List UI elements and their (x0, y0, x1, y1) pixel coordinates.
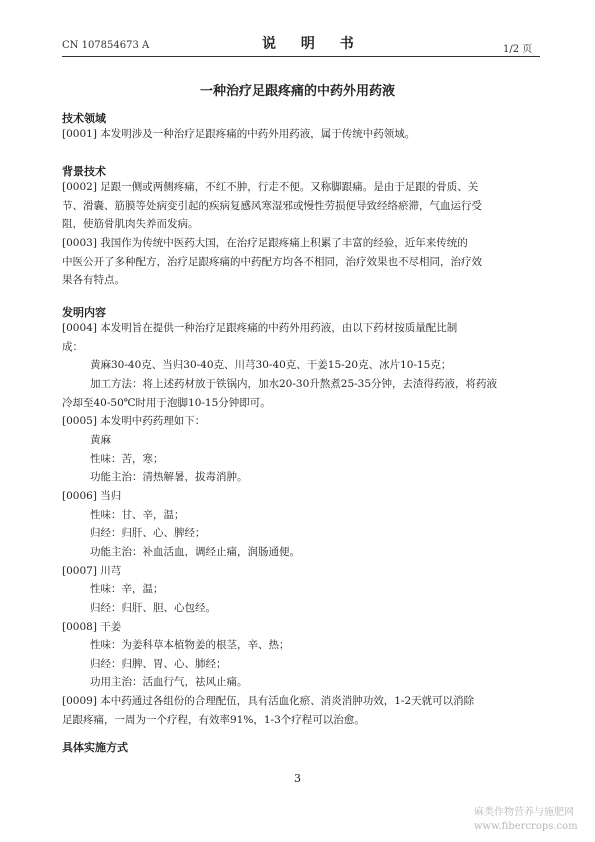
header-title: 说 明 书 (262, 36, 364, 52)
processing-method: 加工方法：将上述药材放于铁锅内，加水20-30升熬煮25-35分钟，去渣得药液，将药液 (90, 378, 498, 390)
paragraph-0001: [0001] 本发明涉及一种治疗足跟疼痛的中药外用药液，属于传统中药领域。 (62, 128, 416, 140)
herb-function: 功用主治：活血行气，祛风止痛。 (90, 676, 248, 688)
paragraph-0003-line: 果各有特点。 (62, 274, 125, 286)
section-heading-tech-field: 技术领域 (62, 112, 106, 125)
paragraph-0004-line: [0004] 本发明旨在提供一种治疗足跟疼痛的中药外用药液，由以下药材按质量配比制 (62, 322, 458, 334)
paragraph-0002-line: [0002] 足跟一侧或两侧疼痛，不红不肿，行走不便。又称脚跟痛。是由于足跟的骨质、关 (62, 181, 479, 193)
herb-property: 性味：为姜科草本植物姜的根茎，辛、热； (90, 639, 290, 651)
paragraph-0002-line: 阻，使筋骨肌肉失养而发病。 (62, 218, 199, 230)
herb-meridian: 归经：归脾、胃、心、肺经； (90, 658, 227, 670)
paragraph-0009-line: [0009] 本中药通过各组份的合理配伍，具有活血化瘀、消炎消肿功效，1-2天就可以消除 (62, 695, 475, 707)
section-heading-background: 背景技术 (62, 165, 106, 178)
section-heading-invention: 发明内容 (62, 306, 106, 319)
processing-method: 冷却至40-50℃时用于泡脚10-15分钟即可。 (62, 397, 271, 409)
herb-property: 性味：辛，温； (90, 583, 164, 595)
page-number: 3 (294, 772, 301, 785)
herb-function: 功能主治：清热解暑，拔毒消肿。 (90, 471, 248, 483)
formula-ingredients: 黄麻30-40克、当归30-40克、川芎30-40克、干姜15-20克、冰片10-15克； (90, 359, 452, 371)
paragraph-0006-line: [0006] 当归 (62, 490, 122, 502)
paragraph-0004-line: 成： (62, 341, 83, 353)
herb-function: 功能主治：补血活血，调经止痛，润肠通便。 (90, 546, 300, 558)
herb-property: 性味：甘、辛，温； (90, 509, 185, 521)
document-title: 一种治疗足跟疼痛的中药外用药液 (199, 84, 395, 99)
publication-number: CN 107854673 A (62, 40, 150, 51)
paragraph-0005-line: [0005] 本发明中药药理如下： (62, 415, 206, 427)
paragraph-0009-line: 足跟疼痛，一周为一个疗程，有效率91%，1-3个疗程可以治愈。 (62, 714, 365, 726)
header-divider (62, 56, 540, 57)
herb-name: 黄麻 (90, 434, 111, 446)
watermark-text: 麻类作物营养与施肥网 (474, 807, 574, 818)
page-info: 1/2 页 (503, 44, 533, 55)
section-heading-embodiment: 具体实施方式 (62, 741, 128, 754)
paragraph-0002-line: 节、滑囊、筋膜等处病变引起的疾病复感风寒湿邪或慢性劳损便导致经络瘀滞，气血运行受 (62, 200, 482, 212)
watermark-url: www.fibercrops.com (474, 821, 578, 832)
watermark (474, 806, 578, 834)
paragraph-0007-line: [0007] 川芎 (62, 565, 122, 577)
paragraph-0003-line: 中医公开了多种配方，治疗足跟疼痛的中药配方均各不相同，治疗效果也不尽相同，治疗效 (62, 256, 482, 268)
herb-meridian: 归经：归肝、胆、心包经。 (90, 602, 216, 614)
herb-property: 性味：苦，寒； (90, 453, 164, 465)
paragraph-0003-line: [0003] 我国作为传统中医药大国，在治疗足跟疼痛上积累了丰富的经验，近年来传统的 (62, 237, 468, 249)
herb-meridian: 归经：归肝、心、脾经； (90, 527, 206, 539)
paragraph-0008-line: [0008] 干姜 (62, 621, 122, 633)
